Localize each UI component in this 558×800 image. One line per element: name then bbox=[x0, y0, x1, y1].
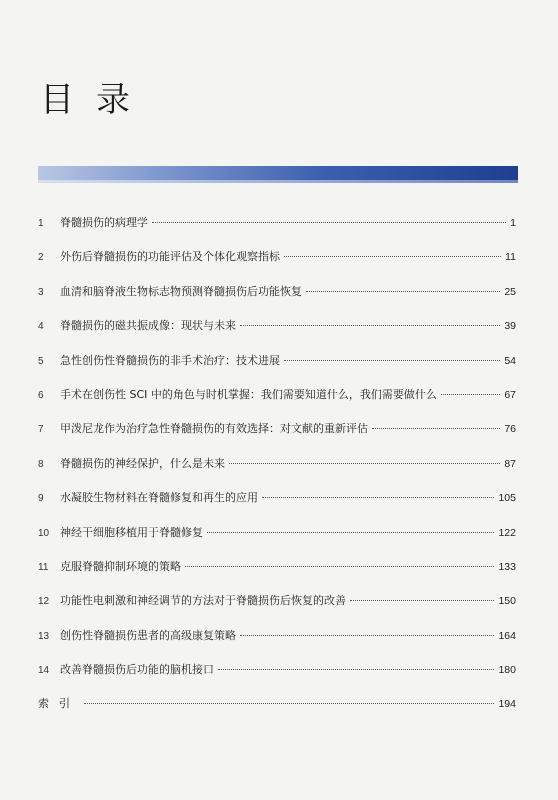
toc-entry-number: 3 bbox=[38, 286, 44, 298]
toc-entry-title: 急性创伤性脊髓损伤的非手术治疗：技术进展 bbox=[60, 353, 280, 367]
toc-entry-title: 功能性电刺激和神经调节的方法对于脊髓损伤后恢复的改善 bbox=[60, 594, 346, 608]
toc-dot-leader bbox=[350, 600, 494, 601]
toc-dot-leader bbox=[152, 222, 506, 223]
toc-entry-page: 164 bbox=[498, 629, 516, 642]
toc-entry-number: 4 bbox=[38, 321, 44, 333]
toc-entry-page: 105 bbox=[498, 492, 516, 505]
toc-entry[interactable] bbox=[38, 627, 516, 661]
toc-entry-page: 39 bbox=[504, 320, 516, 333]
header-band-underline bbox=[38, 180, 518, 183]
toc-entry-title: 改善脊髓损伤后功能的脑机接口 bbox=[60, 663, 214, 677]
toc-entry[interactable] bbox=[38, 558, 516, 592]
toc-entry-title: 手术在创伤性 SCI 中的角色与时机掌握：我们需要知道什么，我们需要做什么 bbox=[60, 387, 437, 401]
toc-dot-leader bbox=[207, 532, 494, 533]
toc-dot-leader bbox=[185, 566, 494, 567]
toc-dot-leader bbox=[218, 669, 494, 670]
toc-entry-number: 7 bbox=[38, 424, 44, 436]
toc-entry-page: 122 bbox=[498, 526, 516, 539]
toc-dot-leader bbox=[84, 703, 494, 704]
toc-entry-title: 脊髓损伤的病理学 bbox=[60, 216, 148, 229]
toc-dot-leader bbox=[372, 428, 500, 429]
toc-dot-leader bbox=[229, 463, 500, 464]
toc-entry-number: 8 bbox=[38, 458, 44, 470]
index-title: 索引 bbox=[38, 697, 80, 711]
toc-entry-page: 1 bbox=[510, 217, 516, 229]
toc-entry-number: 12 bbox=[38, 596, 50, 608]
toc-entry-title: 甲泼尼龙作为治疗急性脊髓损伤的有效选择：对文献的重新评估 bbox=[60, 422, 368, 436]
toc-entry-number: 14 bbox=[38, 665, 50, 677]
toc-entry[interactable] bbox=[38, 386, 516, 420]
header-band bbox=[38, 166, 518, 180]
toc-dot-leader bbox=[284, 256, 501, 257]
toc-entry-title: 神经干细胞移植用于脊髓修复 bbox=[60, 525, 203, 539]
toc-dot-leader bbox=[441, 394, 500, 395]
table-of-contents bbox=[38, 214, 516, 730]
toc-dot-leader bbox=[240, 325, 500, 326]
toc-entry-title: 外伤后脊髓损伤的功能评估及个体化观察指标 bbox=[60, 250, 280, 264]
toc-entry-page: 25 bbox=[504, 285, 516, 298]
toc-entry[interactable] bbox=[38, 248, 516, 282]
toc-entry-number: 5 bbox=[38, 355, 44, 367]
toc-dot-leader bbox=[306, 291, 500, 292]
toc-entry-number: 6 bbox=[38, 389, 44, 401]
toc-entry[interactable] bbox=[38, 214, 516, 248]
toc-entry-title: 创伤性脊髓损伤患者的高级康复策略 bbox=[60, 628, 236, 642]
toc-entry-number: 9 bbox=[38, 493, 44, 505]
toc-entry[interactable] bbox=[38, 489, 516, 523]
toc-index-entry[interactable] bbox=[38, 695, 516, 729]
toc-entry-title: 脊髓损伤的磁共振成像：现状与未来 bbox=[60, 319, 236, 333]
toc-entry[interactable] bbox=[38, 283, 516, 317]
toc-dot-leader bbox=[262, 497, 494, 498]
toc-entry[interactable] bbox=[38, 455, 516, 489]
toc-dot-leader bbox=[240, 635, 494, 636]
page-title: 目录 bbox=[40, 80, 152, 120]
toc-entry-title: 水凝胶生物材料在脊髓修复和再生的应用 bbox=[60, 491, 258, 505]
toc-entry[interactable] bbox=[38, 592, 516, 626]
toc-entry-title: 血清和脑脊液生物标志物预测脊髓损伤后功能恢复 bbox=[60, 284, 302, 298]
toc-entry-number: 1 bbox=[38, 218, 44, 229]
toc-entry-page: 133 bbox=[498, 560, 516, 573]
toc-entry-page: 11 bbox=[505, 251, 516, 264]
toc-entry-number: 2 bbox=[38, 252, 44, 264]
index-page: 194 bbox=[498, 698, 516, 711]
toc-entry-page: 76 bbox=[504, 423, 516, 436]
toc-entry[interactable] bbox=[38, 352, 516, 386]
toc-entry-number: 13 bbox=[38, 630, 50, 642]
toc-entry[interactable] bbox=[38, 420, 516, 454]
toc-entry-number: 11 bbox=[38, 561, 49, 573]
toc-entry-page: 54 bbox=[504, 354, 516, 367]
toc-entry-title: 脊髓损伤的神经保护，什么是未来 bbox=[60, 456, 225, 470]
toc-entry-page: 150 bbox=[498, 595, 516, 608]
toc-entry[interactable] bbox=[38, 317, 516, 351]
toc-dot-leader bbox=[284, 360, 500, 361]
toc-entry[interactable] bbox=[38, 661, 516, 695]
toc-entry-number: 10 bbox=[38, 527, 50, 539]
toc-entry-page: 87 bbox=[504, 457, 516, 470]
toc-entry-page: 180 bbox=[498, 664, 516, 677]
toc-entry[interactable] bbox=[38, 524, 516, 558]
toc-entry-page: 67 bbox=[504, 388, 516, 401]
toc-entry-title: 克服脊髓抑制环境的策略 bbox=[60, 559, 181, 573]
